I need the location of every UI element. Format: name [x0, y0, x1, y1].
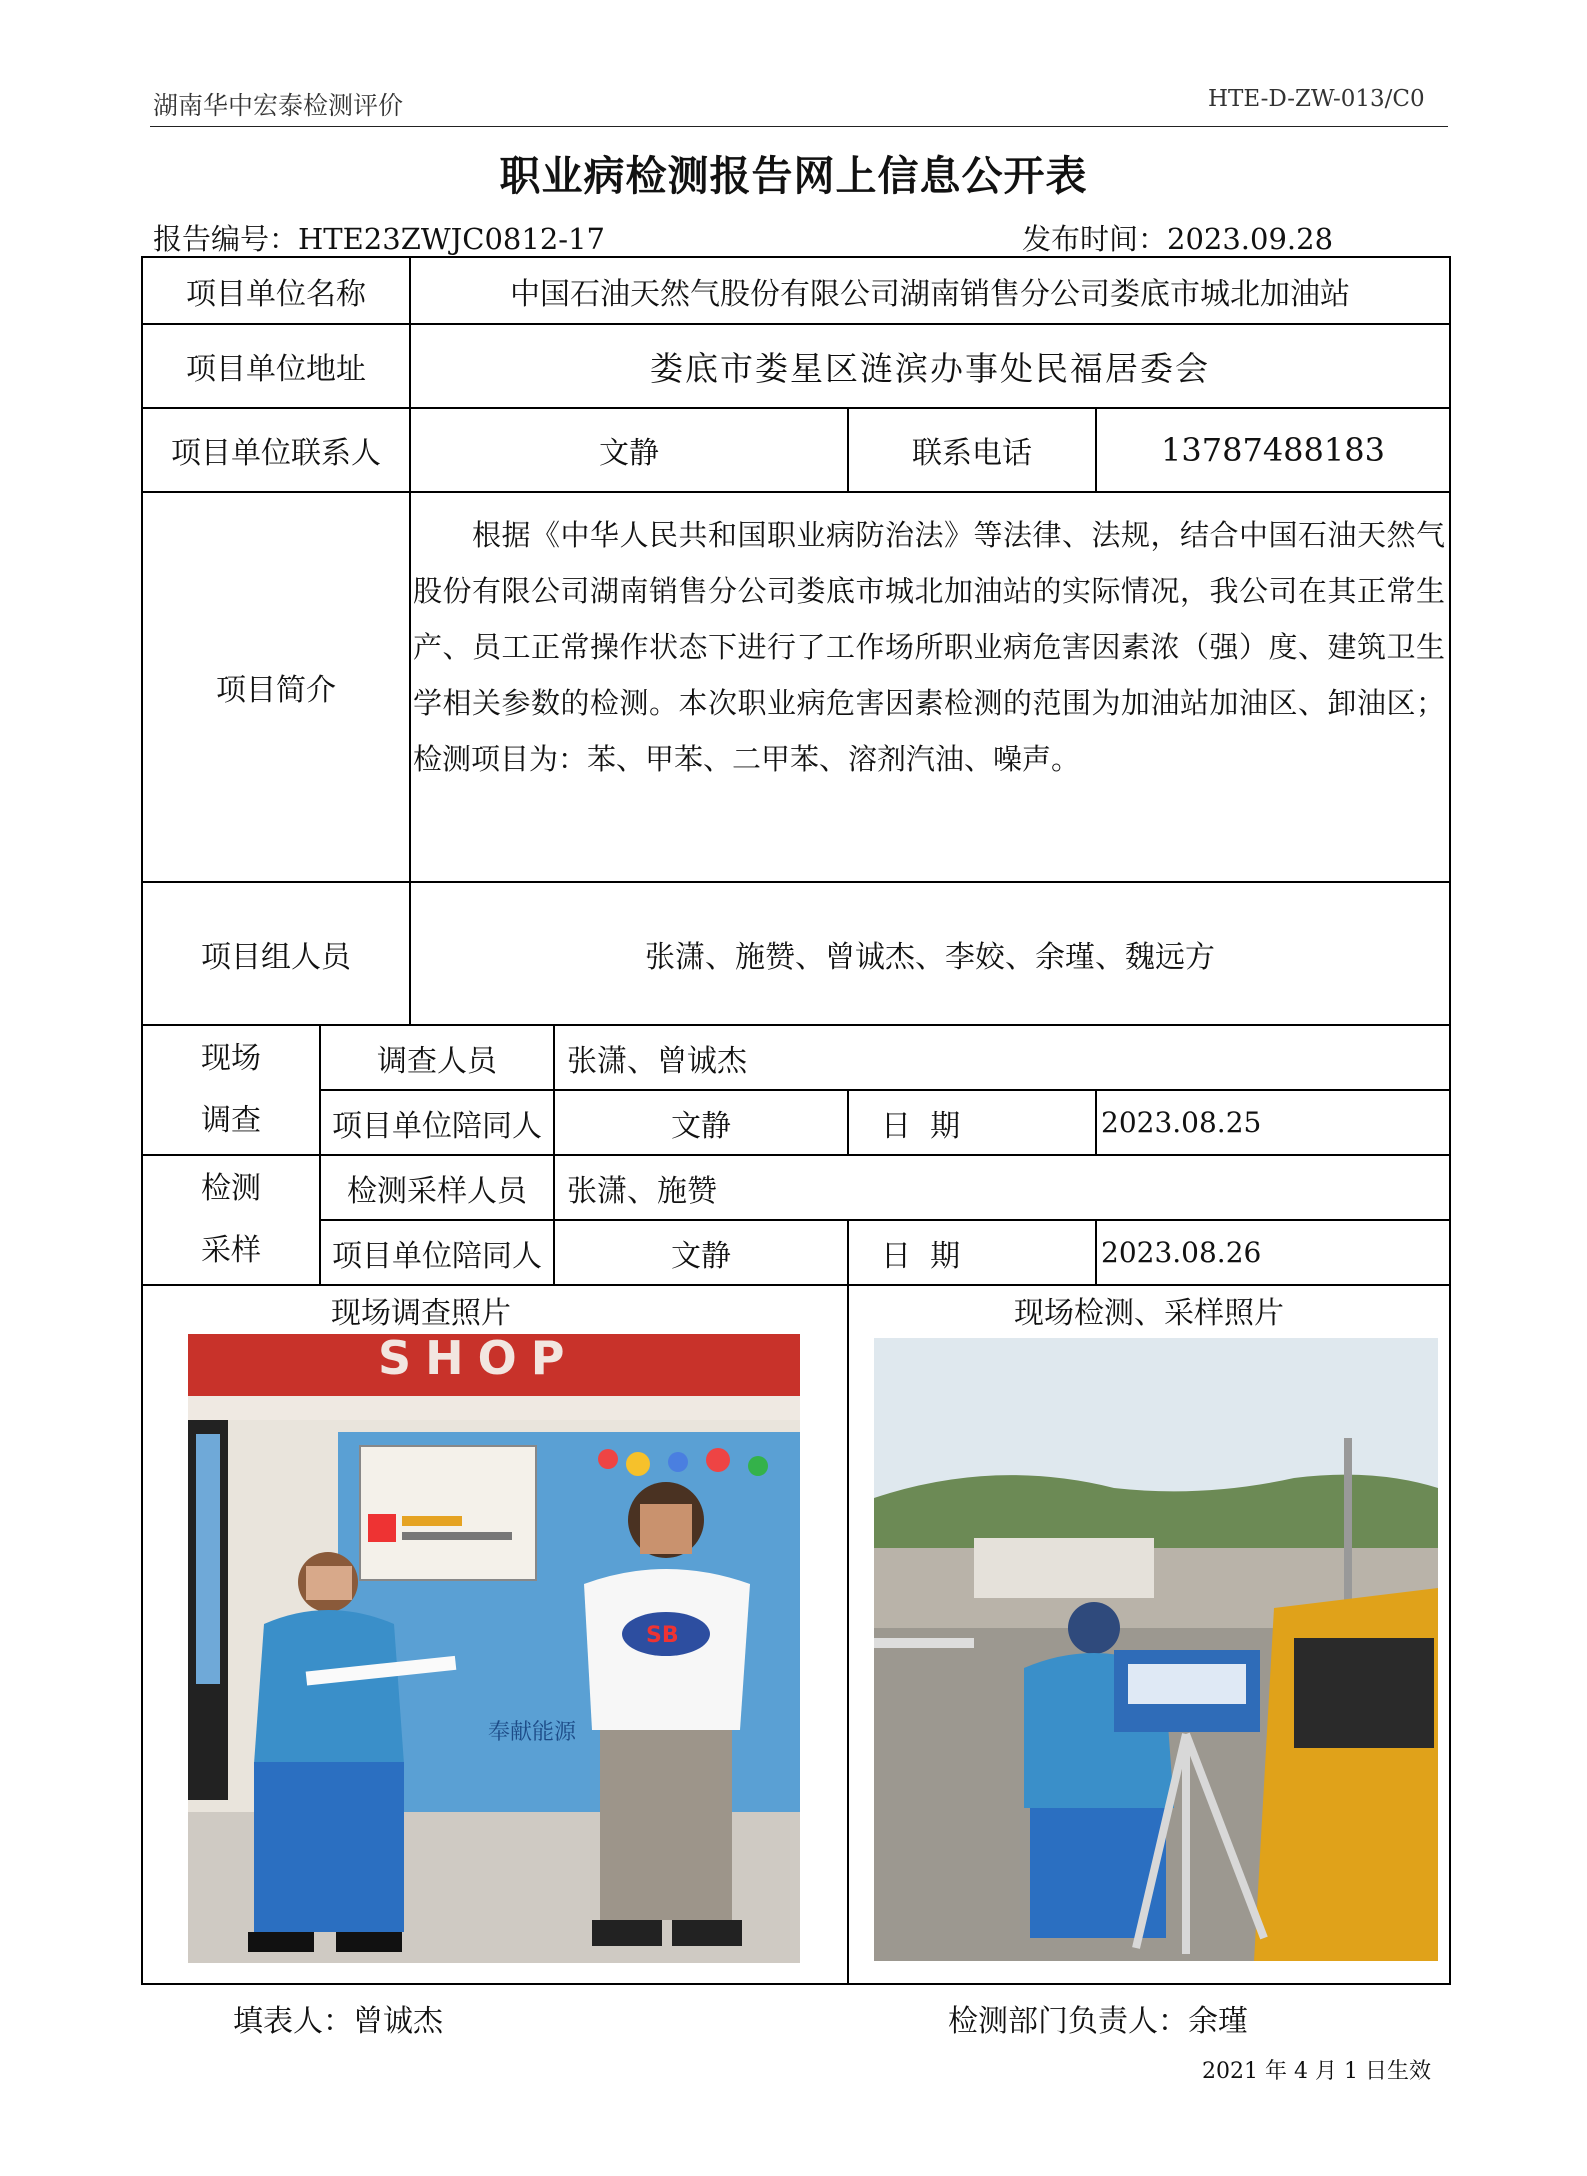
contact-label: 项目单位联系人 — [141, 407, 411, 493]
survey-companion-label: 项目单位陪同人 — [319, 1089, 555, 1156]
effective-date: 2021 年 4 月 1 日生效 — [1202, 2059, 1431, 2084]
sampling-date-label: 日 期 — [847, 1219, 1097, 1286]
survey-label-line1: 现场 — [201, 1041, 261, 1076]
sampling-label-line1: 检测 — [201, 1171, 261, 1206]
contact-value: 文静 — [409, 407, 849, 493]
photo-sampling-drawing — [874, 1338, 1438, 1961]
sampling-label-line2: 采样 — [201, 1233, 261, 1268]
survey-date-value: 2023.08.25 — [1095, 1089, 1451, 1156]
survey-section-label — [141, 1024, 321, 1156]
phone-value: 13787488183 — [1095, 407, 1451, 493]
photo-survey-drawing — [188, 1334, 800, 1963]
sampling-samplers-value: 张潇、施赞 — [553, 1154, 1451, 1221]
survey-companion-value: 文静 — [553, 1089, 849, 1156]
filler-signature: 填表人：曾诚杰 — [233, 2004, 443, 2039]
sampling-companion-value: 文静 — [553, 1219, 849, 1286]
phone-label: 联系电话 — [847, 407, 1097, 493]
page-title: 职业病检测报告网上信息公开表 — [499, 152, 1088, 200]
unit-address-label: 项目单位地址 — [141, 323, 411, 409]
intro-text: 根据《中华人民共和国职业病防治法》等法律、法规，结合中国石油天然气股份有限公司湖南销售分公司娄底市城北加油站的实际情况，我公司在其正常生产、员工正常操作状态下进行了工作场所职业病危害因素浓（强）度、建筑卫生学相关参数的检测。本次职业病危害因素检测的范围为加油站加油区、卸油区；检测项目为：苯、甲苯、二甲苯、溶剂汽油、噪声。 — [413, 518, 1445, 776]
publish-date: 发布时间：2023.09.28 — [1022, 222, 1334, 256]
header-company: 湖南华中宏泰检测评价 — [153, 91, 404, 120]
wall-slogan: 奉献能源 — [488, 1720, 577, 1745]
photo-sampling-caption: 现场检测、采样照片 — [1014, 1296, 1284, 1331]
photo-sampling — [874, 1338, 1438, 1961]
team-label: 项目组人员 — [141, 881, 411, 1026]
sampling-companion-label: 项目单位陪同人 — [319, 1219, 555, 1286]
survey-investigators-label: 调查人员 — [319, 1024, 555, 1091]
survey-investigators-value: 张潇、曾诚杰 — [553, 1024, 1451, 1091]
sampling-date-value: 2023.08.26 — [1095, 1219, 1451, 1286]
header-divider — [150, 126, 1448, 127]
shop-sign-text: SHOP — [378, 1334, 579, 1385]
department-head-signature: 检测部门负责人：余瑾 — [948, 2004, 1248, 2039]
sampling-section-label — [141, 1154, 321, 1286]
photo-survey — [188, 1334, 800, 1963]
intro-label: 项目简介 — [141, 491, 411, 883]
team-value: 张潇、施赞、曾诚杰、李姣、余瑾、魏远方 — [409, 881, 1451, 1026]
shirt-logo-text: SB — [646, 1623, 679, 1648]
report-number: 报告编号：HTE23ZWJC0812-17 — [153, 222, 605, 256]
unit-name-value: 中国石油天然气股份有限公司湖南销售分公司娄底市城北加油站 — [409, 256, 1451, 325]
survey-label-line2: 调查 — [201, 1103, 261, 1138]
survey-date-label: 日 期 — [847, 1089, 1097, 1156]
photo-survey-caption: 现场调查照片 — [331, 1296, 511, 1331]
sampling-samplers-label: 检测采样人员 — [319, 1154, 555, 1221]
unit-name-label: 项目单位名称 — [141, 256, 411, 325]
unit-address-value: 娄底市娄星区涟滨办事处民福居委会 — [409, 323, 1451, 409]
header-doc-code: HTE-D-ZW-013/C0 — [1208, 86, 1425, 112]
